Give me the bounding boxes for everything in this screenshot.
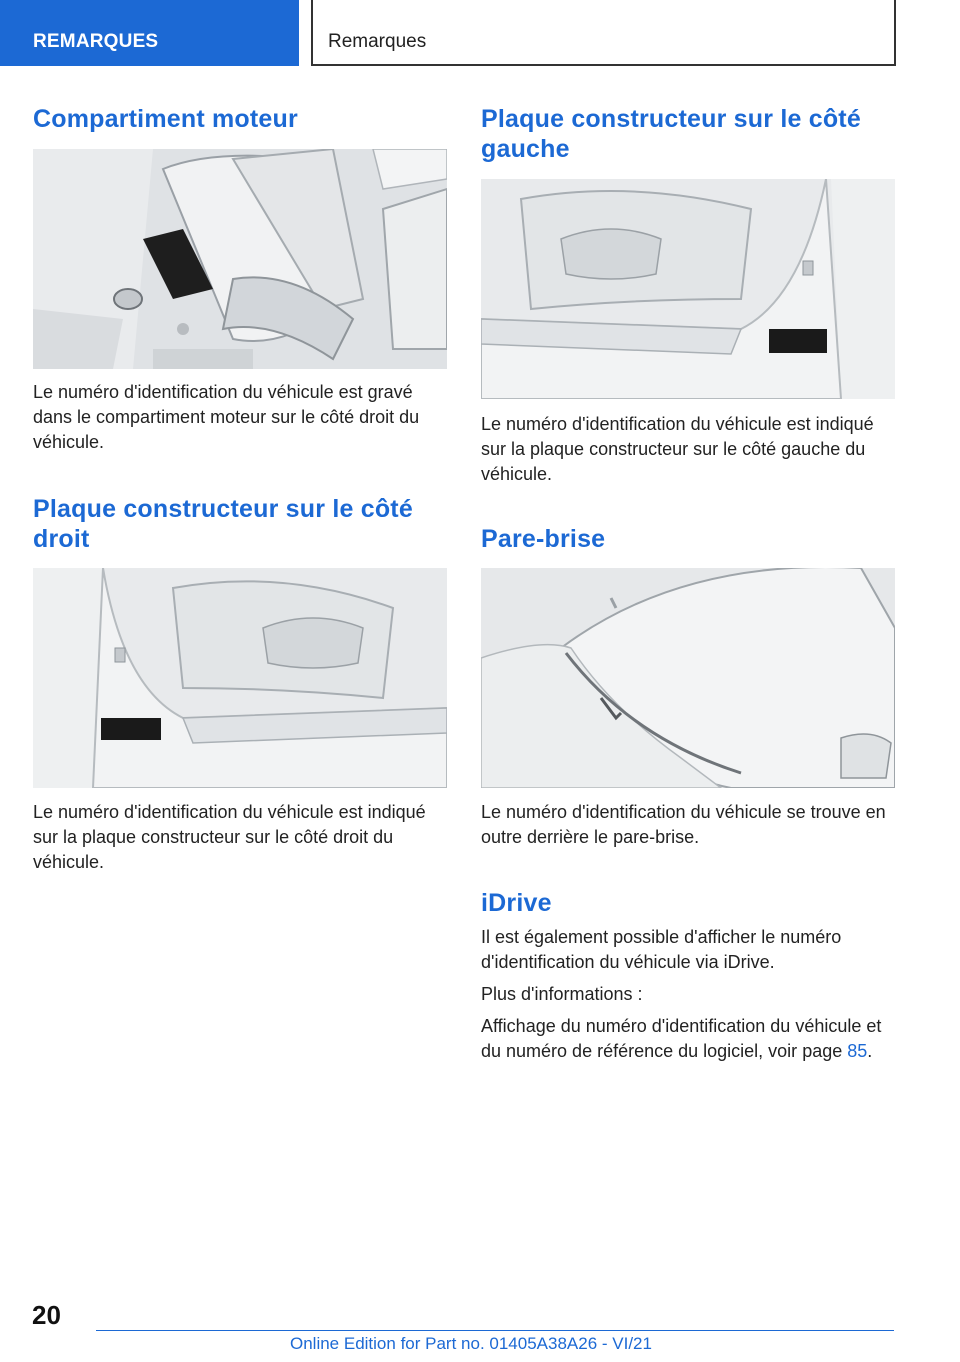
heading-plate-right-line1: Plaque constructeur sur le côté	[33, 495, 413, 523]
page-link[interactable]: 85	[847, 1041, 868, 1061]
windshield-image	[481, 568, 895, 788]
page-word: page	[802, 1041, 843, 1061]
heading-plate-left-line2: gauche	[481, 135, 570, 163]
plate-left-image	[481, 179, 895, 399]
plate-left-text: Le numéro d'identification du véhicule est indiqué sur la plaque constructeur sur le côté gauche du véhicule.	[481, 414, 874, 484]
heading-windshield: Pare-brise	[481, 525, 606, 553]
plate-right-image	[33, 568, 447, 788]
section-tab: REMARQUES	[0, 0, 299, 66]
heading-engine-compartment: Compartiment moteur	[33, 105, 298, 133]
idrive-text: Il est également possible d'afficher le numéro d'identification du véhicule via iDrive.	[481, 927, 842, 972]
heading-plate-right	[33, 494, 413, 554]
footer-divider	[96, 1330, 894, 1331]
engine-compartment-text: Le numéro d'identification du véhicule est gravé dans le compartiment moteur sur le côté droit du véhicule.	[33, 382, 420, 452]
page-number: 20	[32, 1300, 61, 1330]
chapter-title: Remarques	[311, 0, 896, 66]
heading-plate-left	[481, 104, 861, 164]
windshield-text: Le numéro d'identification du véhicule se trouve en outre derrière le pare-brise.	[481, 802, 886, 847]
idrive-reference-text	[481, 1014, 893, 1064]
period: .	[867, 1041, 873, 1061]
more-info-label: Plus d'informations :	[481, 984, 643, 1004]
footer-edition: Online Edition for Part no. 01405A38A26 - VI/21	[290, 1334, 652, 1353]
heading-idrive: iDrive	[481, 889, 552, 917]
heading-plate-right-line2: droit	[33, 525, 90, 553]
heading-plate-left-line1: Plaque constructeur sur le côté	[481, 105, 861, 133]
engine-compartment-image	[33, 149, 447, 369]
plate-right-text: Le numéro d'identification du véhicule est indiqué sur la plaque constructeur sur le côté droit du véhicule.	[33, 802, 426, 872]
idrive-reference-body: Affichage du numéro d'identification du véhicule et du numéro de référence du logiciel, voir	[481, 1016, 882, 1061]
